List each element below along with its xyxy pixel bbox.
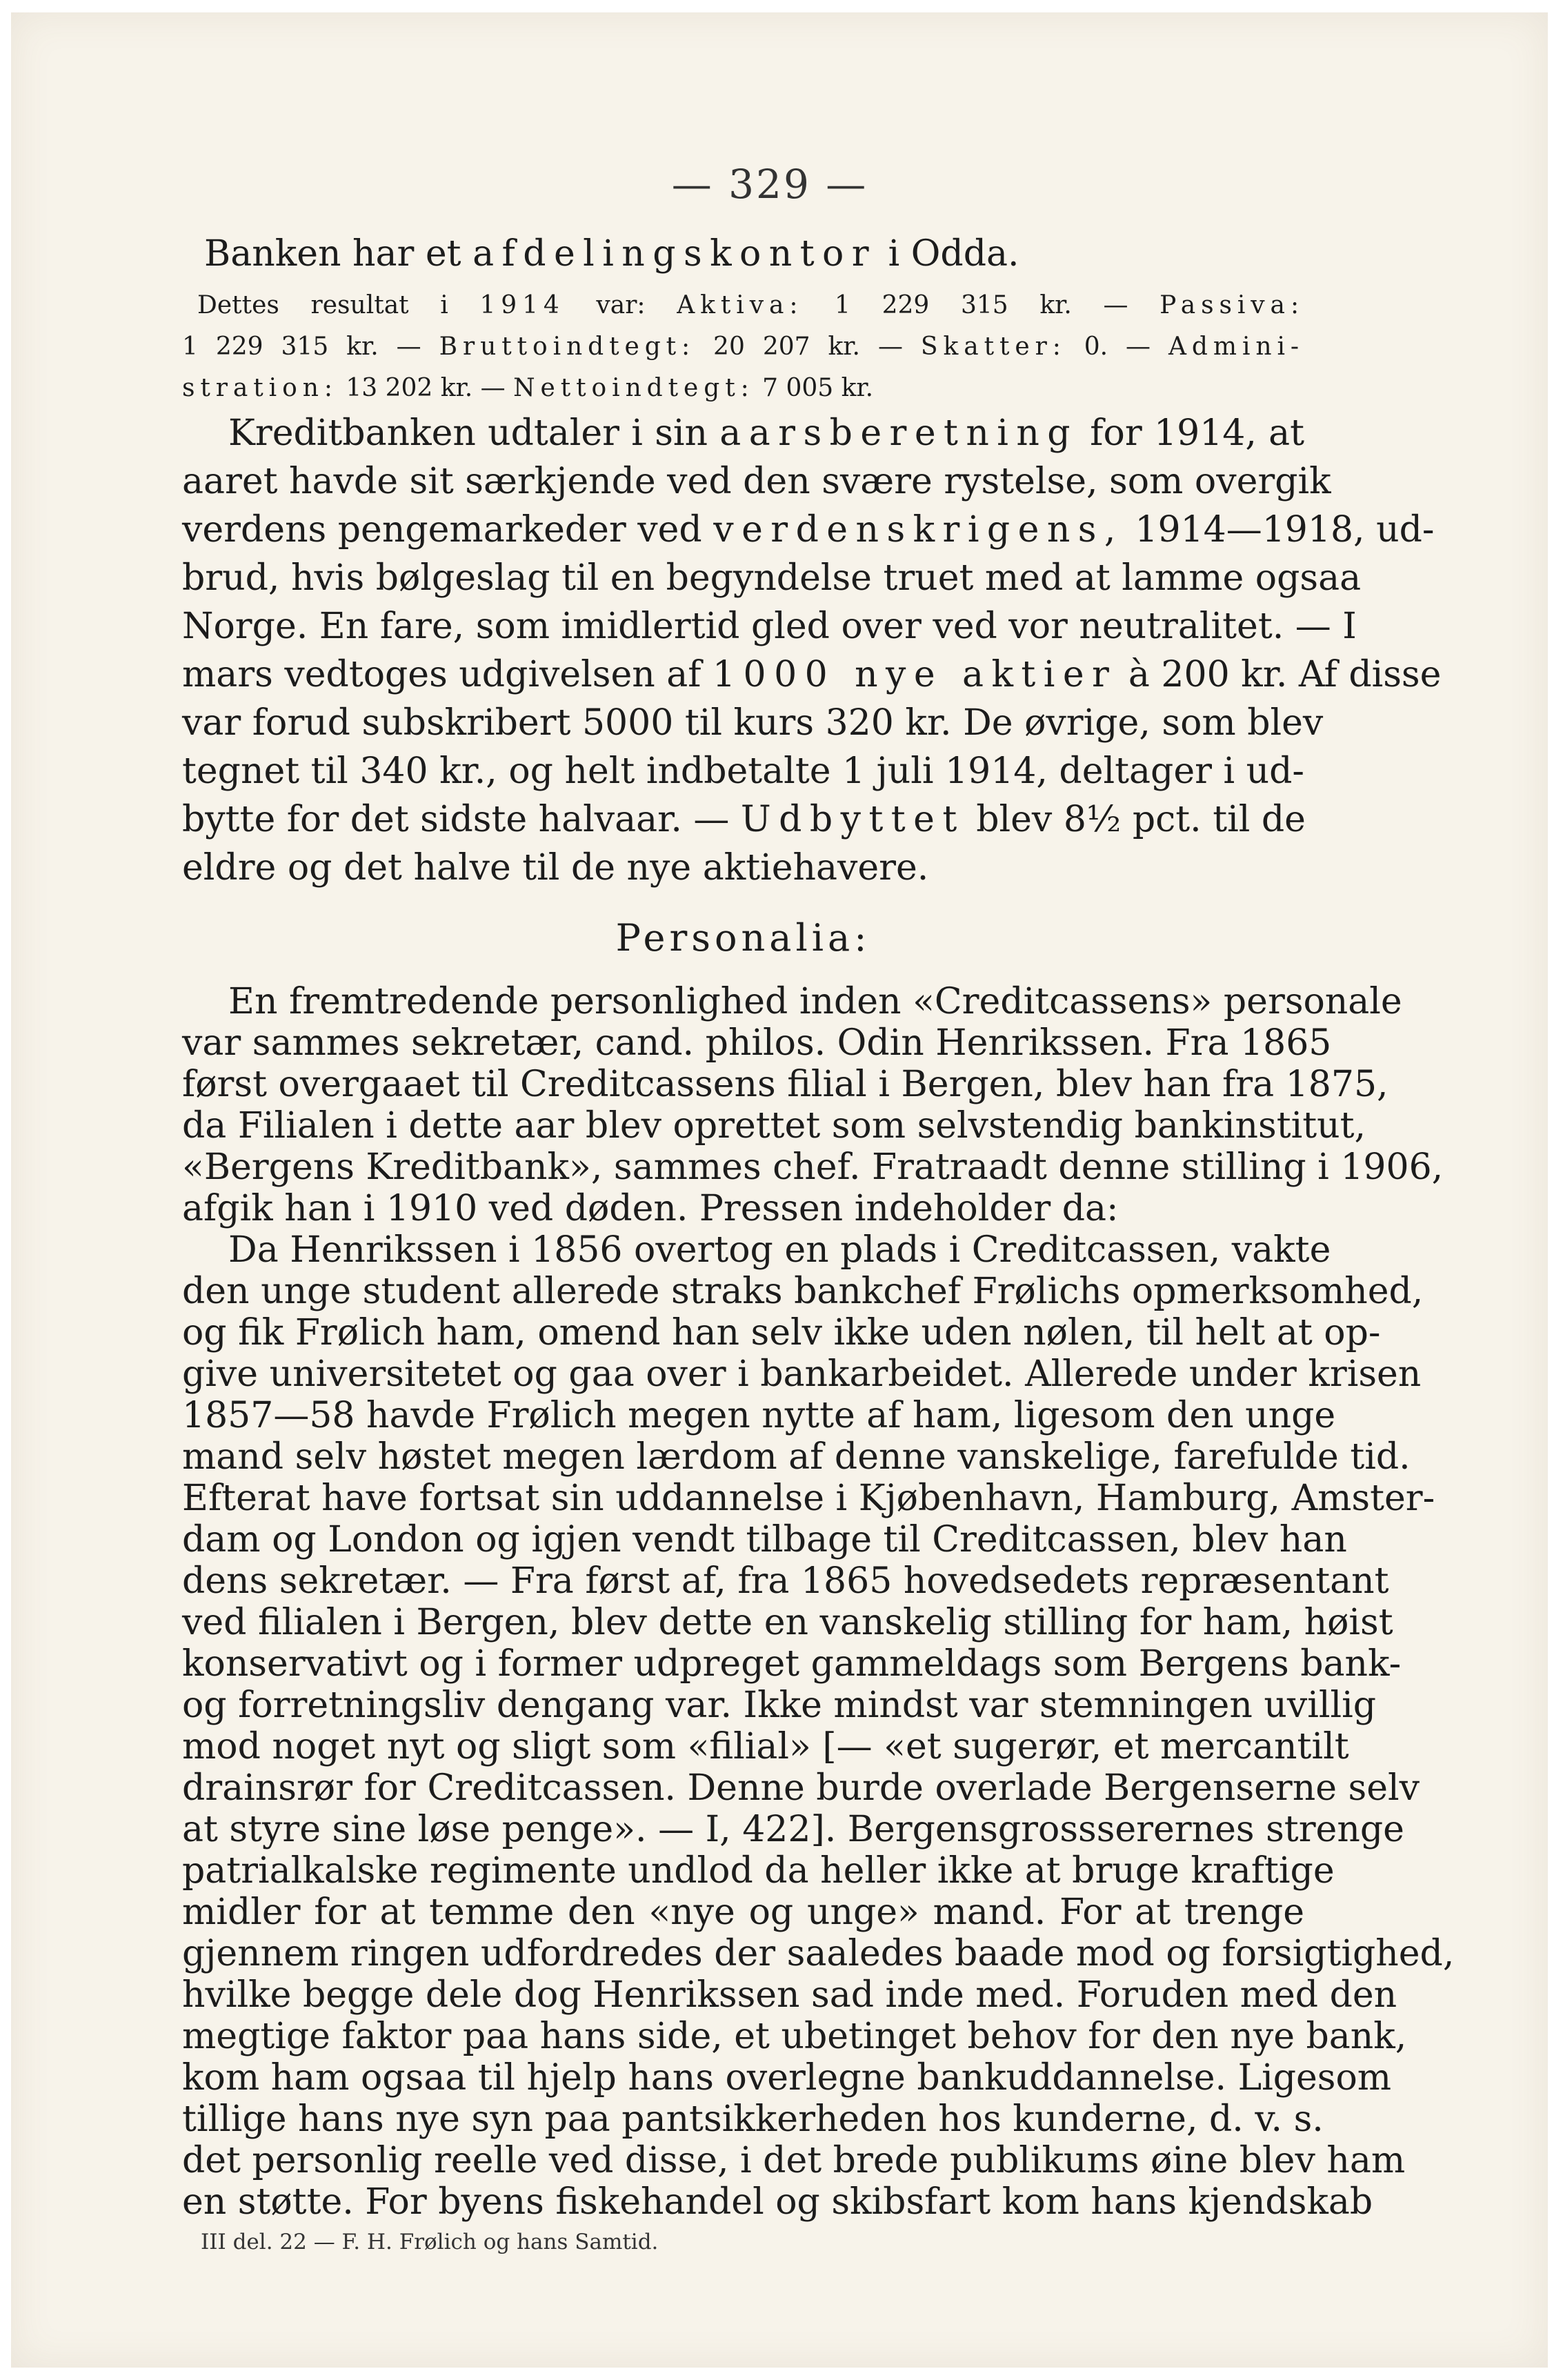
para1-line <box>182 508 1435 552</box>
intro-line <box>204 232 1308 276</box>
para3-line: dens sekretær. — Fra først af, fra 1865 hovedsedets repræsentant <box>182 1560 1389 1602</box>
para1-line: brud, hvis bølgeslag til en begyndelse truet med at lamme ogsaa <box>182 557 1362 599</box>
para2-line: var sammes sekretær, cand. philos. Odin Henrikssen. Fra 1865 <box>182 1022 1332 1064</box>
stats-year: 1914 <box>479 291 565 319</box>
para3-line: drainsrør for Creditcassen. Denne burde overlade Bergenserne selv <box>182 1767 1420 1809</box>
intro-text-a: Banken har et <box>204 233 473 275</box>
para2-line: først overgaaet til Creditcassens filial i Bergen, blev han fra 1875, <box>182 1064 1388 1105</box>
para3-line: og fik Frølich ham, omend han selv ikke uden nølen, til helt at op- <box>182 1312 1381 1353</box>
stats-text: 7 005 kr. <box>754 374 874 402</box>
para1-spaced: Udbyttet <box>740 799 965 840</box>
para1-line <box>182 653 1442 697</box>
stats-passiva-label: Passiva: <box>1159 291 1304 319</box>
para3-line: give universitetet og gaa over i bankarbeidet. Allerede under krisen <box>182 1353 1422 1395</box>
para1-line: tegnet til 340 kr., og helt indbetalte 1 juli 1914, deltager i ud- <box>182 751 1304 792</box>
stats-aktiva-label: Aktiva: <box>677 291 804 319</box>
stats-line-3 <box>182 373 1148 404</box>
para2-line: En fremtredende personlighed inden «Creditcassens» personale <box>228 981 1402 1022</box>
intro-text-b: i Odda. <box>877 233 1019 275</box>
footer-signature: III del. 22 — F. H. Frølich og hans Samtid. <box>201 2230 659 2254</box>
para3-line: kom ham ogsaa til hjelp hans overlegne bankuddannelse. Ligesom <box>182 2057 1392 2099</box>
stats-admin-label: stration: <box>182 374 338 402</box>
para1-spaced: aarsberetning <box>719 413 1079 454</box>
page-number: — 329 — <box>671 161 868 208</box>
para3-line: det personlig reelle ved disse, i det brede publikums øine blev ham <box>182 2140 1406 2181</box>
stats-text: Dettes resultat i <box>197 291 480 319</box>
para3-line: Efterat have fortsat sin uddannelse i Kjøbenhavn, Hamburg, Amster- <box>182 1478 1435 1519</box>
stats-text: 1 229 315 kr. — <box>182 333 439 361</box>
para1-spaced: verdenskrigens, <box>713 509 1124 551</box>
stats-text: 1 229 315 kr. — <box>803 291 1160 319</box>
stats-netto-label: Nettoindtegt: <box>513 374 755 402</box>
stats-brutto-label: Bruttoindtegt: <box>439 333 696 361</box>
stats-text: 20 207 kr. — <box>695 333 921 361</box>
para1-text: bytte for det sidste halvaar. — <box>182 799 741 840</box>
para1-text: à 200 kr. Af disse <box>1117 654 1442 695</box>
para3-line: at styre sine løse penge». — I, 422]. Bergensgrossserernes strenge <box>182 1809 1404 1850</box>
para3-line: patrialkalske regimente undlod da heller ikke at bruge kraftige <box>182 1850 1335 1892</box>
para3-line: megtige faktor paa hans side, et ubetinget behov for den nye bank, <box>182 2016 1407 2057</box>
para3-line: en støtte. For byens fiskehandel og skibsfart kom hans kjendskab <box>182 2181 1373 2223</box>
para3-line: dam og London og igjen vendt tilbage til Creditcassen, blev han <box>182 1519 1347 1560</box>
para1-line: Norge. En fare, som imidlertid gled over ved vor neutralitet. — I <box>182 606 1357 647</box>
para3-line: mand selv høstet megen lærdom af denne vanskelige, farefulde tid. <box>182 1436 1411 1478</box>
stats-admin-label: Admini- <box>1168 333 1304 361</box>
section-heading: Personalia: <box>615 916 871 960</box>
para1-text: Kreditbanken udtaler i sin <box>228 413 720 454</box>
para1-line <box>182 797 1304 842</box>
stats-text: var: <box>564 291 677 319</box>
para3-line: tillige hans nye syn paa pantsikkerheden hos kunderne, d. v. s. <box>182 2099 1324 2140</box>
para1-text: verdens pengemarkeder ved <box>182 509 714 551</box>
para3-line: og forretningsliv dengang var. Ikke mindst var stemningen uvillig <box>182 1685 1377 1726</box>
para3-line: 1857—58 havde Frølich megen nytte af ham, ligesom den unge <box>182 1395 1336 1436</box>
para3-line: mod noget nyt og sligt som «filial» [— «et sugerør, et mercantilt <box>182 1726 1349 1767</box>
para1-line: var forud subskribert 5000 til kurs 320 kr. De øvrige, som blev <box>182 702 1324 744</box>
stats-line-2 <box>182 331 1304 363</box>
para1-text: 1914—1918, ud- <box>1123 509 1435 551</box>
para1-spaced: 1000 nye aktier <box>713 654 1117 695</box>
para3-line: midler for at temme den «nye og unge» mand. For at trenge <box>182 1892 1304 1933</box>
para3-line: hvilke begge dele dog Henrikssen sad inde med. Foruden med den <box>182 1974 1397 2016</box>
para1-text: for 1914, at <box>1078 413 1305 454</box>
para1-text: mars vedtoges udgivelsen af <box>182 654 713 695</box>
para2-line: «Bergens Kreditbank», sammes chef. Fratraadt denne stilling i 1906, <box>182 1147 1444 1188</box>
stats-text: 13 202 kr. — <box>337 374 514 402</box>
scanned-page <box>11 12 1548 2368</box>
para3-line: den unge student allerede straks bankchef Frølichs opmerksomhed, <box>182 1271 1424 1312</box>
para2-line: afgik han i 1910 ved døden. Pressen indeholder da: <box>182 1188 1119 1229</box>
stats-line-1 <box>197 290 1304 321</box>
para3-line: ved filialen i Bergen, blev dette en vanskelig stilling for ham, høist <box>182 1602 1393 1643</box>
para2-line: da Filialen i dette aar blev oprettet som selvstendig bankinstitut, <box>182 1105 1366 1147</box>
stats-text: 0. — <box>1066 333 1168 361</box>
para3-line: konservativt og i former udpreget gammeldags som Bergens bank- <box>182 1643 1402 1685</box>
intro-spaced: afdelingskontor <box>472 233 877 275</box>
para1-line: eldre og det halve til de nye aktiehavere. <box>182 847 929 889</box>
para3-line: gjennem ringen udfordredes der saaledes baade mod og forsigtighed, <box>182 1933 1455 1974</box>
para1-line <box>228 411 1304 455</box>
para1-text: blev 8½ pct. til de <box>964 799 1306 840</box>
stats-skatter-label: Skatter: <box>920 333 1066 361</box>
para1-line: aaret havde sit særkjende ved den svære rystelse, som overgik <box>182 461 1331 502</box>
para3-line: Da Henrikssen i 1856 overtog en plads i Creditcassen, vakte <box>228 1229 1331 1271</box>
